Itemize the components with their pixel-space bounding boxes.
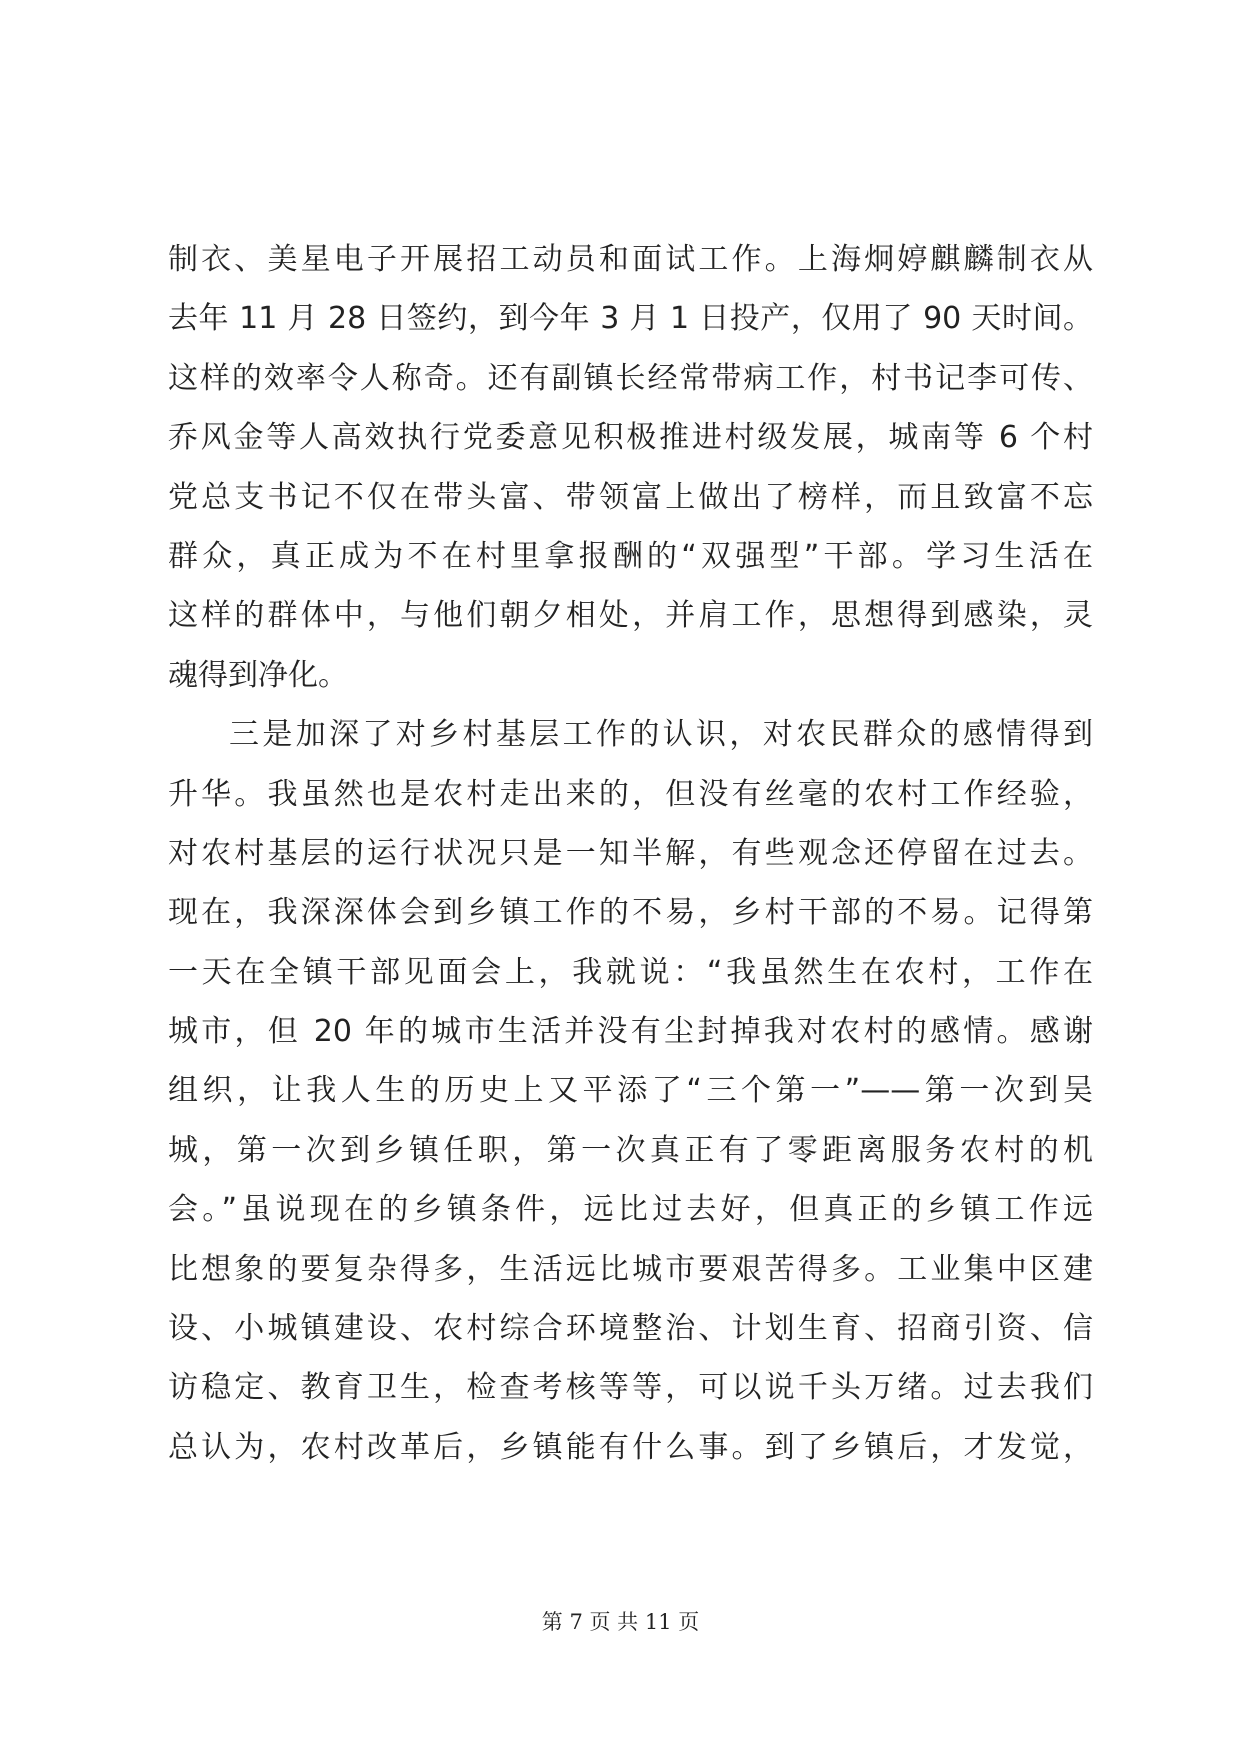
- body-text: [168, 230, 1093, 1477]
- text-line: 总认为，农村改革后，乡镇能有什么事。到了乡镇后，才发觉，: [168, 1429, 1093, 1465]
- text-line: 去年 11 月 28 日签约，到今年 3 月 1 日投产，仅用了 90 天时间。: [168, 301, 1093, 337]
- text-line: 比想象的要复杂得多，生活远比城市要艰苦得多。工业集中区建: [168, 1251, 1093, 1287]
- text-line: 党总支书记不仅在带头富、带领富上做出了榜样，而且致富不忘: [168, 479, 1093, 515]
- text-line: 城，第一次到乡镇任职，第一次真正有了零距离服务农村的机: [168, 1132, 1093, 1168]
- page-number-footer: 第 7 页 共 11 页: [541, 1610, 700, 1634]
- text-line: 这样的效率令人称奇。还有副镇长经常带病工作，村书记李可传、: [168, 360, 1093, 396]
- text-line: 这样的群体中，与他们朝夕相处，并肩工作，思想得到感染，灵: [168, 598, 1093, 634]
- text-line: 魂得到净化。: [168, 657, 348, 693]
- text-line: 升华。我虽然也是农村走出来的，但没有丝毫的农村工作经验，: [168, 776, 1093, 812]
- text-line: 现在，我深深体会到乡镇工作的不易，乡村干部的不易。记得第: [168, 895, 1093, 931]
- text-line: 城市，但 20 年的城市生活并没有尘封掉我对农村的感情。感谢: [168, 1014, 1093, 1050]
- text-line: 会。”虽说现在的乡镇条件，远比过去好，但真正的乡镇工作远: [168, 1192, 1093, 1228]
- text-line: 制衣、美星电子开展招工动员和面试工作。上海炯婷麒麟制衣从: [168, 242, 1093, 277]
- text-line: 访稳定、教育卫生，检查考核等等，可以说千头万绪。过去我们: [168, 1370, 1093, 1406]
- text-line: 一天在全镇干部见面会上，我就说：“我虽然生在农村，工作在: [168, 954, 1093, 990]
- text-line: 对农村基层的运行状况只是一知半解，有些观念还停留在过去。: [168, 835, 1093, 871]
- text-line: 组织，让我人生的历史上又平添了“三个第一”——第一次到吴: [168, 1073, 1093, 1109]
- paragraph-start-line: 三是加深了对乡村基层工作的认识，对农民群众的感情得到: [229, 717, 1093, 753]
- text-line: 群众，真正成为不在村里拿报酬的“双强型”干部。学习生活在: [168, 538, 1093, 574]
- text-line: 设、小城镇建设、农村综合环境整治、计划生育、招商引资、信: [168, 1311, 1093, 1347]
- text-line: 乔风金等人高效执行党委意见积极推进村级发展，城南等 6 个村: [168, 420, 1093, 456]
